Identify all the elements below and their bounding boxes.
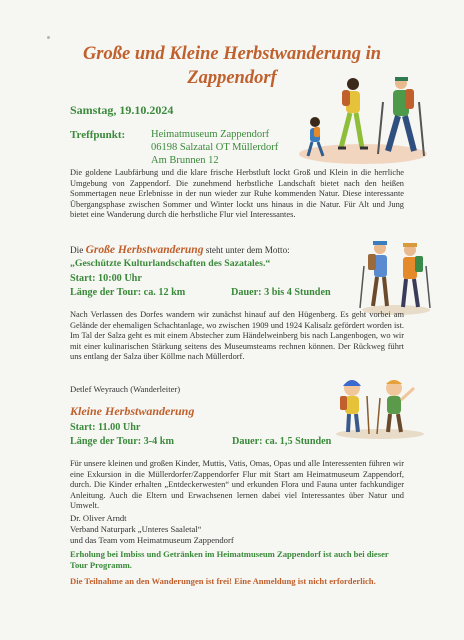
two-hikers-illustration bbox=[358, 236, 434, 316]
big-hike-length: Länge der Tour: ca. 12 km bbox=[70, 287, 186, 298]
small-hike-length: Länge der Tour: 3-4 km bbox=[70, 436, 174, 447]
big-hike-suffix: steht unter dem Motto: bbox=[205, 245, 290, 255]
big-hike-motto: „Geschützte Kulturlandschaften des Sazatales.“ bbox=[70, 258, 271, 269]
small-hike-start: Start: 11.00 Uhr bbox=[70, 422, 141, 433]
signature-line-2: Verband Naturpark „Unteres Saaletal“ bbox=[70, 523, 202, 534]
free-participation-note: Die Teilnahme an den Wanderungen ist frei! Eine Anmeldung ist nicht erforderlich. bbox=[70, 576, 376, 586]
small-hike-name: Kleine Herbstwanderung bbox=[70, 404, 195, 418]
event-date: Samstag, 19.10.2024 bbox=[70, 103, 174, 117]
big-hike-description: Nach Verlassen des Dorfes wandern wir zunächst hinauf auf den Hügenberg. Es geht vorbei am Gelände der ehemaligen Schachtanlage, wo zwischen 1909 und 1924 Kalisalz gefördert worden ist. Im Tal der Salza geht es mit einem Abstecher zum Händelweinberg bis nach Langenbogen, wo wir mit einer kulinarischen Stärkung seitens des Museumsteams rechnen können. Der Rückweg führt uns entlang der Salza über Köllme nach Müllerdorf. bbox=[70, 310, 404, 362]
big-hike-duration: Dauer: 3 bis 4 Stunden bbox=[231, 287, 331, 298]
address-line-3: Am Brunnen 12 bbox=[151, 155, 219, 166]
big-hike-prefix: Die bbox=[70, 245, 84, 255]
meeting-address bbox=[151, 128, 278, 167]
signature-line-1: Dr. Oliver Arndt bbox=[70, 513, 127, 523]
big-hike-start: Start: 10:00 Uhr bbox=[70, 273, 142, 284]
signature-line-3: und das Team vom Heimatmuseum Zappendorf bbox=[70, 534, 234, 545]
intro-paragraph: Die goldene Laubfärbung und die klare frische Herbstluft lockt Groß und Klein in die herrliche Umgebung von Zappendorf. Die zunehmend herbstliche Landschaft bietet nach den heißen Sommertagen neue Erlebnisse in der nun wieder zur Ruhe kommenden Natur. Diese interessante Übergangsphase zwischen Sommer und Winter lockt uns hinaus in die Natur. Für Alt und Jung bietet eine Wanderung durch die herbstliche Flur viel Interessantes. bbox=[70, 168, 404, 220]
address-line-2: 06198 Salzatal OT Müllerdorf bbox=[151, 142, 279, 153]
title-line-1: Große und Kleine Herbstwanderung in bbox=[82, 44, 382, 64]
big-hike-name: Große Herbstwanderung bbox=[85, 244, 204, 256]
scan-dot bbox=[47, 36, 50, 39]
kids-explorers-illustration bbox=[330, 374, 430, 440]
small-hike-duration: Dauer: ca. 1,5 Stunden bbox=[232, 436, 332, 447]
title-line-2: Zappendorf bbox=[187, 68, 277, 88]
family-hikers-illustration bbox=[298, 74, 433, 170]
refreshments-note: Erholung bei Imbiss und Getränken im Heimatmuseum Zappendorf ist auch bei dieser Tour Programm. bbox=[70, 549, 389, 570]
meeting-point-label: Treffpunkt: bbox=[70, 129, 126, 141]
small-hike-description: Für unsere kleinen und großen Kinder, Muttis, Vatis, Omas, Opas und alle Interessenten führen wir eine Exkursion in die Müllerdorfer/Zappendorfer Flur mit Start am Heimatmuseum Zappendorf, durch. Die Kinder erhalten „Entdeckerwesten“ und erkunden Flora und Fauna unter fachkundiger Anleitung. Auch die Eltern und Erwachsenen lernen dabei viel Interessantes über Natur und Umwelt. bbox=[70, 459, 404, 511]
big-hike-signature: Detlef Weyrauch (Wanderleiter) bbox=[70, 384, 181, 394]
address-line-1: Heimatmuseum Zappendorf bbox=[151, 129, 270, 140]
big-hike-heading bbox=[70, 245, 370, 256]
small-hike-signatures bbox=[70, 513, 234, 545]
